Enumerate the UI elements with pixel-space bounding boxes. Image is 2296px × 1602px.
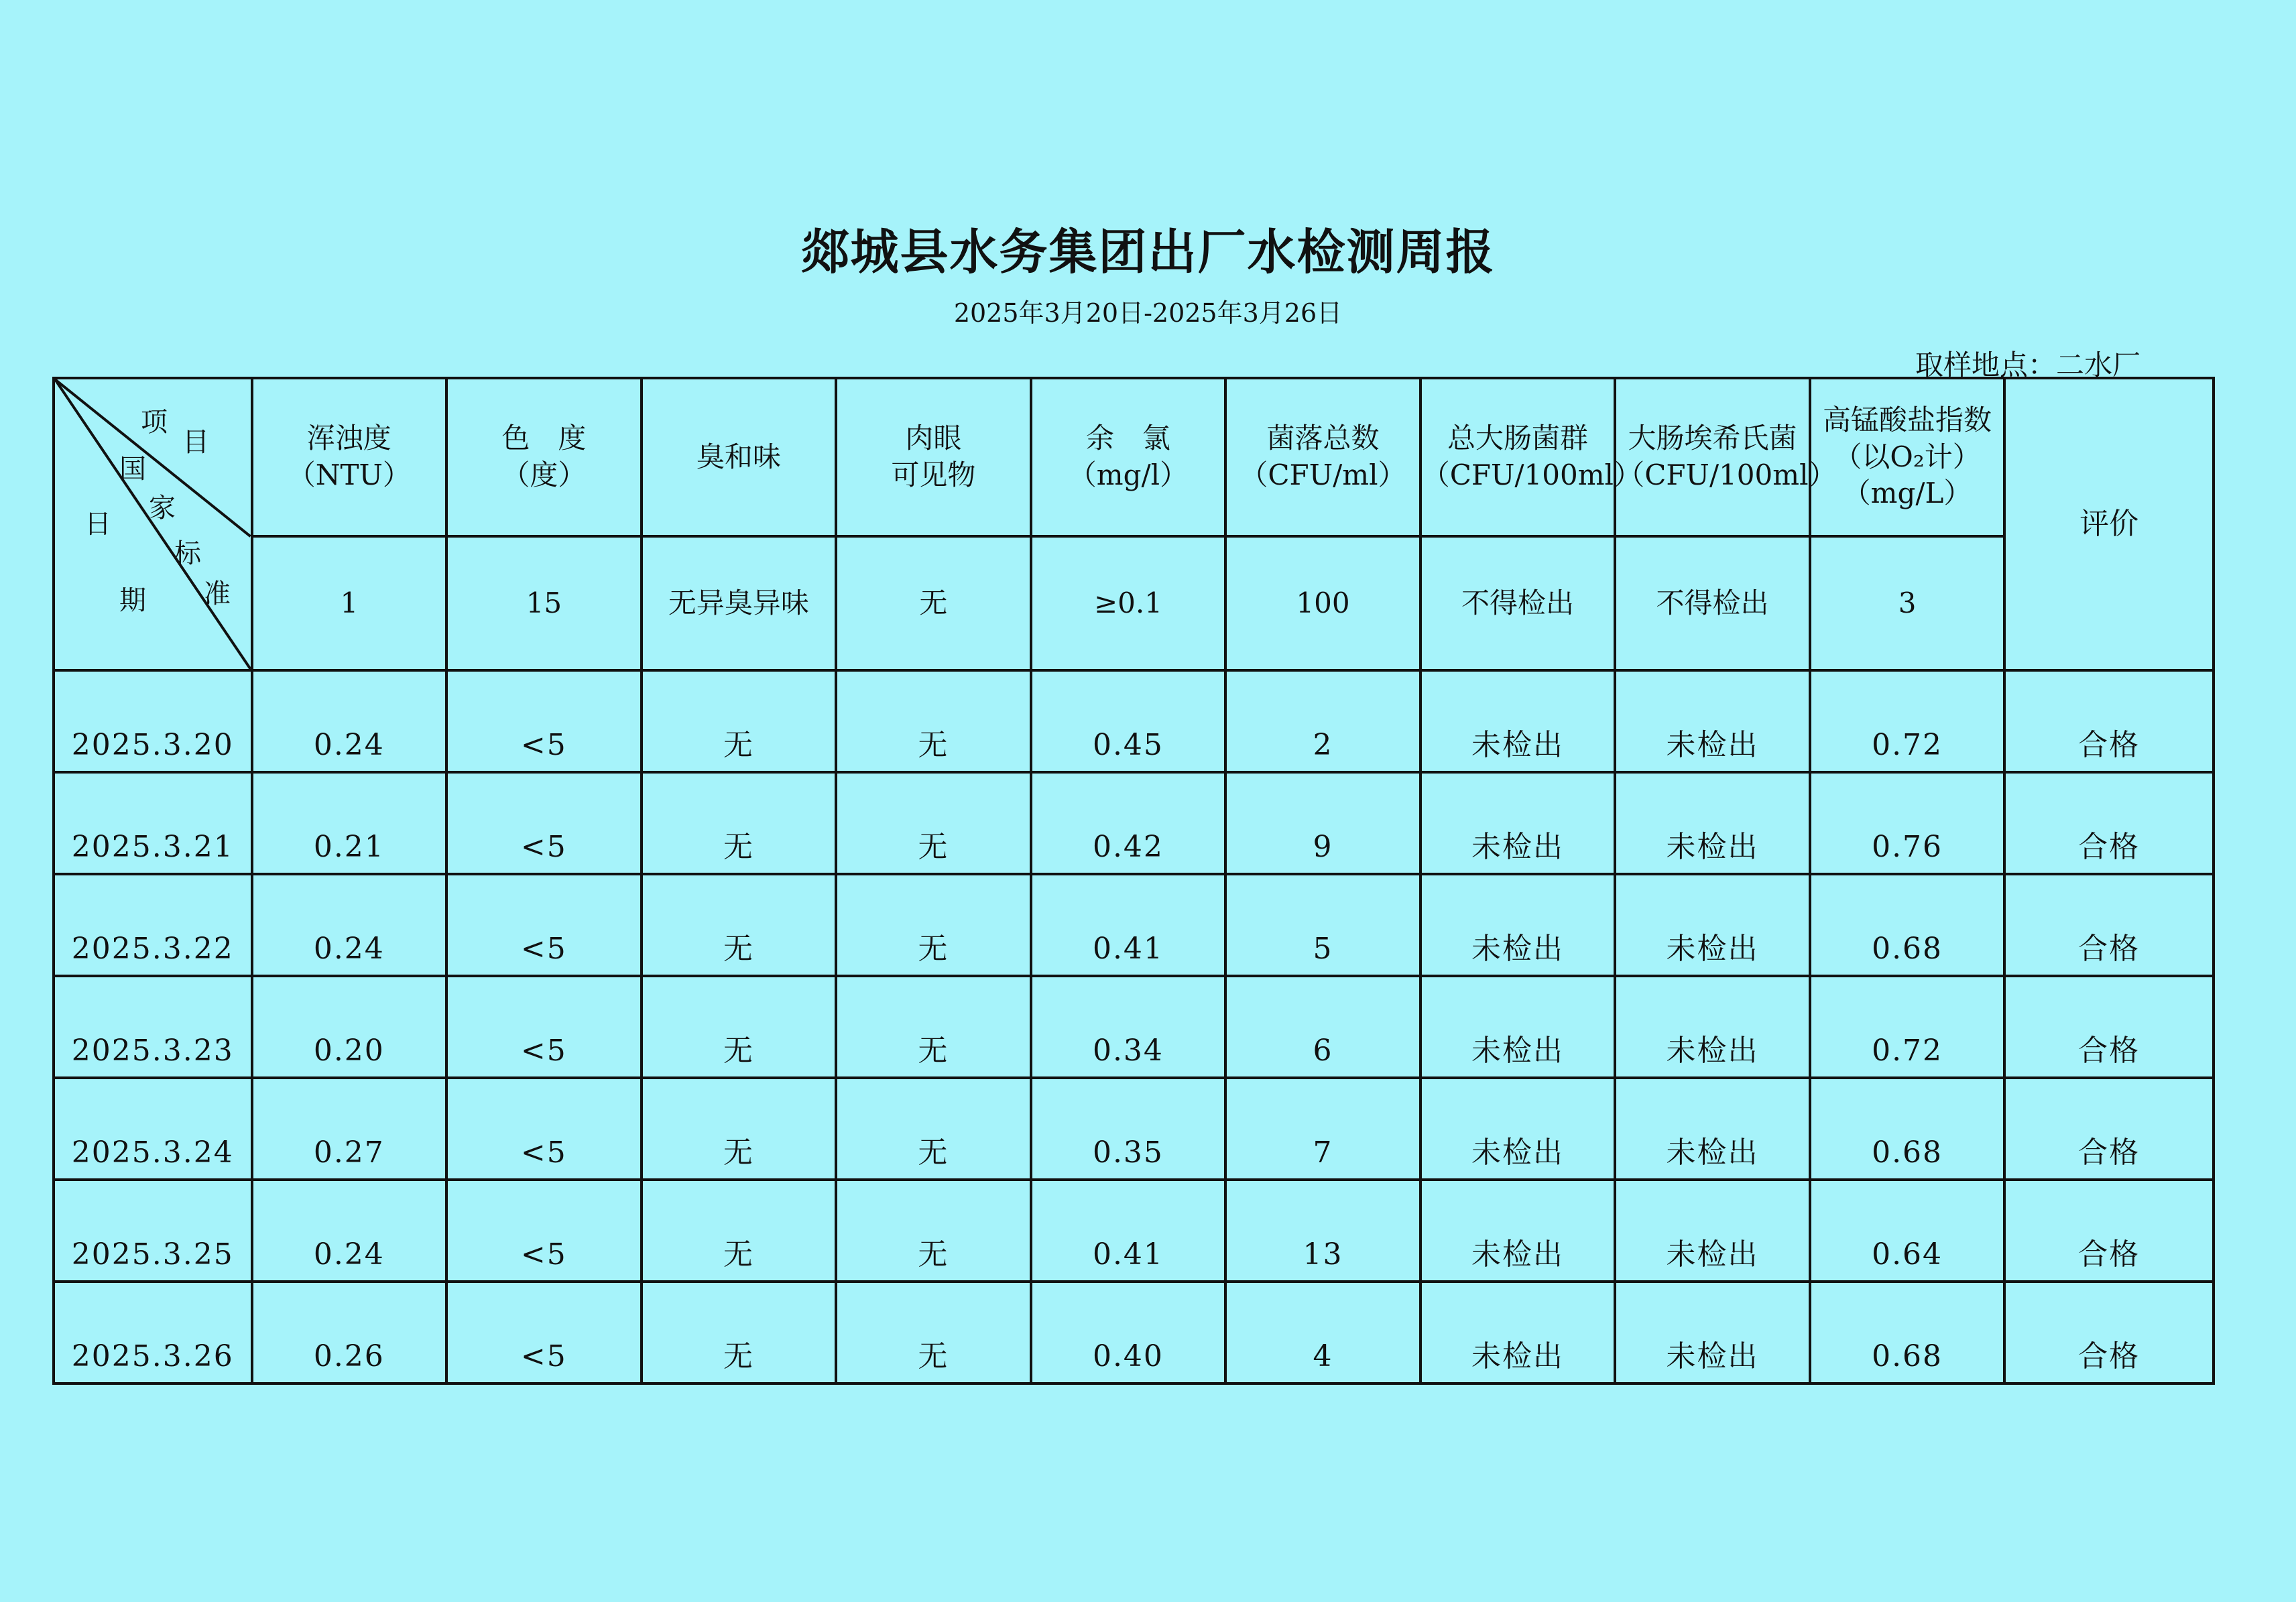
- row-value-cell: 无: [836, 976, 1031, 1078]
- row-value-cell: 未检出: [1615, 772, 1810, 874]
- standard-row: [54, 536, 2214, 670]
- standard-value: 15: [446, 536, 642, 670]
- water-quality-table: [52, 377, 2215, 1385]
- row-result-cell: 合格: [2004, 670, 2214, 772]
- sampling-location: 取样地点：二水厂: [1915, 349, 2140, 381]
- row-value-cell: 2: [1225, 670, 1421, 772]
- col-header-total-coliforms: 总大肠菌群 （CFU/100ml）: [1421, 378, 1616, 536]
- data-rows: [54, 670, 2214, 1383]
- report-title: 郯城县水务集团出厂水检测周报: [800, 224, 1496, 280]
- row-value-cell: 4: [1225, 1282, 1421, 1383]
- row-value-cell: 未检出: [1615, 874, 1810, 976]
- row-value-cell: 无: [836, 1180, 1031, 1282]
- row-value-cell: 0.68: [1810, 1078, 2005, 1180]
- row-value-cell: <5: [446, 1078, 642, 1180]
- standard-value: 不得检出: [1615, 536, 1810, 670]
- row-result-cell: 合格: [2004, 976, 2214, 1078]
- row-value-cell: 5: [1225, 874, 1421, 976]
- corner-standard-char: 国: [119, 454, 146, 485]
- row-value-cell: 无: [642, 976, 837, 1078]
- table-row: [54, 772, 2214, 874]
- row-value-cell: 0.34: [1031, 976, 1226, 1078]
- row-value-cell: <5: [446, 1282, 642, 1383]
- row-value-cell: 0.26: [252, 1282, 447, 1383]
- row-value-cell: 0.72: [1810, 670, 2005, 772]
- standard-value: ≥0.1: [1031, 536, 1226, 670]
- row-value-cell: 无: [642, 1078, 837, 1180]
- row-value-cell: 0.72: [1810, 976, 2005, 1078]
- corner-standard-char: 准: [204, 578, 231, 609]
- row-value-cell: 0.35: [1031, 1078, 1226, 1180]
- corner-standard-char: 标: [174, 538, 201, 569]
- standard-value: 3: [1810, 536, 2005, 670]
- row-result-cell: 合格: [2004, 1282, 2214, 1383]
- col-header-e-coli: 大肠埃希氏菌 （CFU/100ml）: [1615, 378, 1810, 536]
- row-value-cell: 未检出: [1615, 976, 1810, 1078]
- row-value-cell: <5: [446, 772, 642, 874]
- row-result-cell: 合格: [2004, 1180, 2214, 1282]
- col-header-turbidity: 浑浊度 （NTU）: [252, 378, 447, 536]
- table-row: [54, 1180, 2214, 1282]
- table-row: [54, 976, 2214, 1078]
- table-row: [54, 670, 2214, 772]
- row-value-cell: 0.27: [252, 1078, 447, 1180]
- row-value-cell: 无: [836, 874, 1031, 976]
- corner-date-char: 日: [84, 509, 111, 540]
- row-value-cell: 7: [1225, 1078, 1421, 1180]
- row-value-cell: 0.76: [1810, 772, 2005, 874]
- row-value-cell: 0.20: [252, 976, 447, 1078]
- row-value-cell: 未检出: [1421, 1078, 1616, 1180]
- row-value-cell: 0.64: [1810, 1180, 2005, 1282]
- row-value-cell: 0.24: [252, 1180, 447, 1282]
- col-header-color: 色 度 （度）: [446, 378, 642, 536]
- row-value-cell: <5: [446, 976, 642, 1078]
- standard-value: 无异臭异味: [642, 536, 837, 670]
- row-date-cell: 2025.3.25: [54, 1180, 252, 1282]
- col-header-visible-matter: 肉眼 可见物: [836, 378, 1031, 536]
- row-value-cell: 0.45: [1031, 670, 1226, 772]
- col-header-residual-chlorine: 余 氯 （mg/l）: [1031, 378, 1226, 536]
- row-date-cell: 2025.3.26: [54, 1282, 252, 1383]
- row-value-cell: 未检出: [1421, 976, 1616, 1078]
- report-date-range: 2025年3月20日-2025年3月26日: [953, 298, 1343, 328]
- row-result-cell: 合格: [2004, 772, 2214, 874]
- row-value-cell: 0.41: [1031, 874, 1226, 976]
- row-value-cell: 未检出: [1421, 772, 1616, 874]
- table-row: [54, 1282, 2214, 1383]
- row-value-cell: 无: [836, 1078, 1031, 1180]
- row-value-cell: 未检出: [1421, 874, 1616, 976]
- row-value-cell: 0.24: [252, 874, 447, 976]
- row-result-cell: 合格: [2004, 874, 2214, 976]
- standard-value: 无: [836, 536, 1031, 670]
- row-value-cell: 0.21: [252, 772, 447, 874]
- row-date-cell: 2025.3.21: [54, 772, 252, 874]
- row-value-cell: 无: [836, 1282, 1031, 1383]
- row-value-cell: 0.68: [1810, 874, 2005, 976]
- row-date-cell: 2025.3.24: [54, 1078, 252, 1180]
- row-value-cell: 未检出: [1615, 670, 1810, 772]
- header-row: [54, 378, 2214, 536]
- row-value-cell: 未检出: [1421, 1180, 1616, 1282]
- row-value-cell: 未检出: [1421, 1282, 1616, 1383]
- row-value-cell: 无: [836, 772, 1031, 874]
- row-value-cell: 9: [1225, 772, 1421, 874]
- row-value-cell: 未检出: [1615, 1282, 1810, 1383]
- table-row: [54, 874, 2214, 976]
- col-header-odor-taste: 臭和味: [642, 378, 837, 536]
- row-value-cell: 无: [642, 772, 837, 874]
- row-date-cell: 2025.3.20: [54, 670, 252, 772]
- standard-value: 不得检出: [1421, 536, 1616, 670]
- table-row: [54, 1078, 2214, 1180]
- col-header-colony-count: 菌落总数 （CFU/ml）: [1225, 378, 1421, 536]
- row-value-cell: 0.40: [1031, 1282, 1226, 1383]
- row-value-cell: 0.42: [1031, 772, 1226, 874]
- row-value-cell: 无: [642, 670, 837, 772]
- corner-date-char: 期: [119, 585, 146, 616]
- row-date-cell: 2025.3.23: [54, 976, 252, 1078]
- row-value-cell: 无: [642, 874, 837, 976]
- row-result-cell: 合格: [2004, 1078, 2214, 1180]
- row-value-cell: 0.68: [1810, 1282, 2005, 1383]
- row-date-cell: 2025.3.22: [54, 874, 252, 976]
- row-value-cell: 13: [1225, 1180, 1421, 1282]
- col-header-evaluation: 评价: [2004, 378, 2214, 670]
- standard-value: 100: [1225, 536, 1421, 670]
- row-value-cell: 无: [642, 1282, 837, 1383]
- row-value-cell: <5: [446, 1180, 642, 1282]
- row-value-cell: <5: [446, 874, 642, 976]
- corner-header-cell: [54, 378, 252, 670]
- corner-standard-char: 家: [149, 493, 176, 523]
- row-value-cell: 0.41: [1031, 1180, 1226, 1282]
- row-value-cell: 未检出: [1615, 1180, 1810, 1282]
- row-value-cell: 无: [836, 670, 1031, 772]
- corner-item-char: 项: [141, 407, 168, 438]
- row-value-cell: <5: [446, 670, 642, 772]
- row-value-cell: 0.24: [252, 670, 447, 772]
- standard-value: 1: [252, 536, 447, 670]
- row-value-cell: 未检出: [1615, 1078, 1810, 1180]
- row-value-cell: 6: [1225, 976, 1421, 1078]
- col-header-permanganate-index: 高锰酸盐指数 （以O₂计） （mg/L）: [1810, 378, 2005, 536]
- corner-item-char: 目: [182, 427, 209, 458]
- row-value-cell: 未检出: [1421, 670, 1616, 772]
- row-value-cell: 无: [642, 1180, 837, 1282]
